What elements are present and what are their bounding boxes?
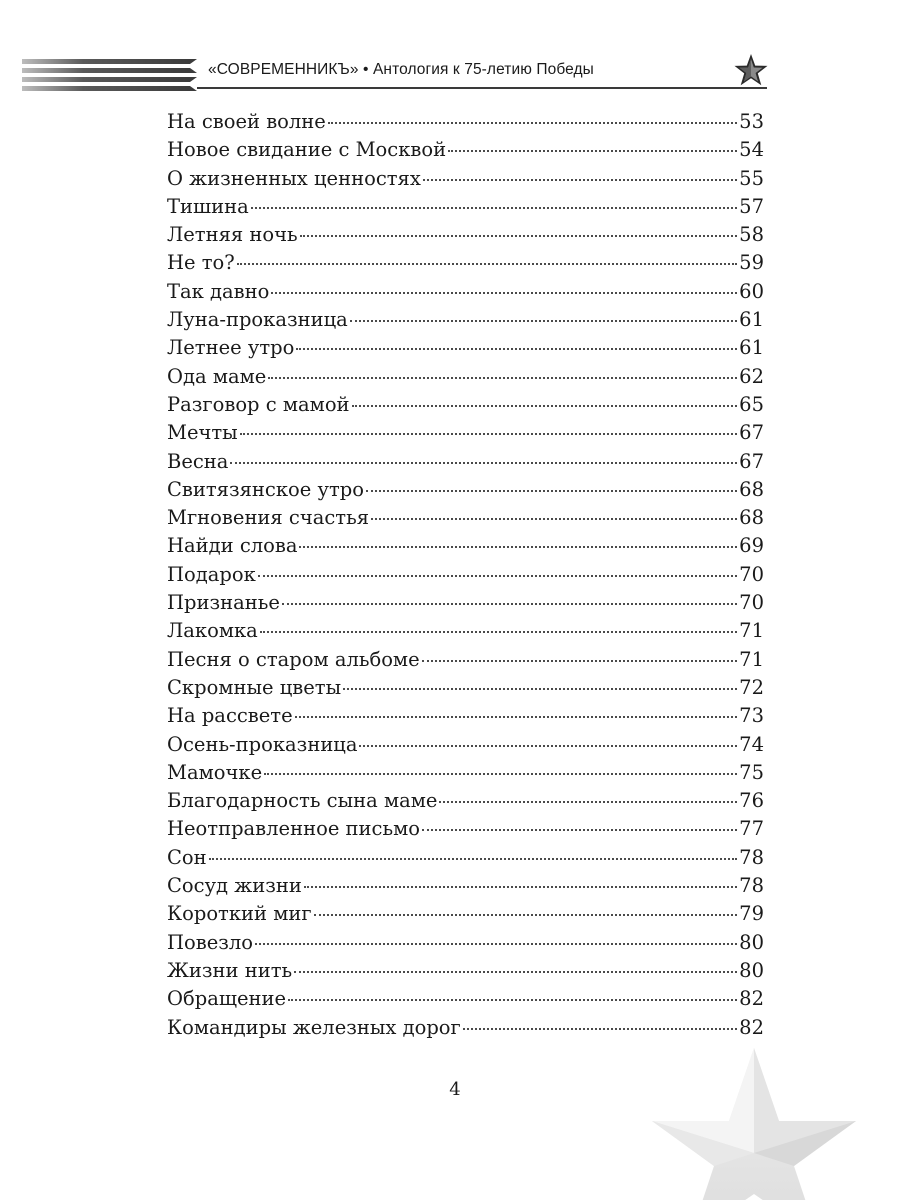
toc-dot-leader: [439, 801, 737, 803]
toc-dot-leader: [237, 263, 737, 265]
toc-entry-title: На своей волне: [167, 110, 326, 133]
toc-entry-page-number: 61: [739, 336, 764, 360]
toc-entry-page-number: 78: [739, 845, 764, 869]
toc-dot-leader: [366, 490, 737, 492]
star-icon: [733, 53, 769, 87]
header-rule: [197, 87, 767, 89]
toc-entry-page-number: 82: [739, 987, 764, 1011]
toc-entry-page-number: 59: [739, 251, 764, 275]
toc-entry-page-number: 57: [739, 194, 764, 218]
toc-dot-leader: [359, 745, 737, 747]
toc-entry-page-number: 60: [739, 279, 764, 303]
toc-dot-leader: [209, 858, 738, 860]
toc-entry-page-number: 62: [739, 364, 764, 388]
toc-entry: [167, 872, 764, 900]
toc-dot-leader: [271, 292, 737, 294]
toc-entry: [167, 306, 764, 334]
toc-entry-title: На рассвете: [167, 704, 293, 728]
toc-dot-leader: [328, 122, 737, 124]
toc-entry: [167, 363, 764, 391]
toc-dot-leader: [300, 235, 738, 237]
toc-entry: [167, 646, 764, 674]
toc-dot-leader: [422, 829, 737, 831]
toc-entry: [167, 731, 764, 759]
toc-entry: [167, 334, 764, 362]
toc-dot-leader: [264, 773, 737, 775]
toc-entry-page-number: 68: [739, 506, 764, 530]
toc-dot-leader: [343, 688, 737, 690]
toc-entry-title: Короткий миг: [167, 902, 312, 926]
toc-entry-title: Обращение: [167, 987, 287, 1011]
toc-entry-page-number: 77: [739, 817, 764, 841]
toc-entry-title: Осень-проказница: [167, 732, 358, 756]
toc-entry-page-number: 55: [739, 166, 764, 190]
toc-entry-page-number: 68: [739, 477, 764, 501]
toc-entry: [167, 589, 764, 617]
toc-entry-title: Луна-проказница: [167, 308, 348, 332]
toc-dot-leader: [352, 405, 738, 407]
toc-entry: [167, 787, 764, 815]
toc-entry: [167, 249, 764, 277]
toc-entry: [167, 504, 764, 532]
toc-entry-page-number: 72: [739, 675, 764, 699]
toc-dot-leader: [258, 575, 737, 577]
toc-entry: [167, 561, 764, 589]
toc-entry-title: Неотправленное письмо: [167, 817, 420, 841]
toc-dot-leader: [260, 631, 737, 633]
toc-dot-leader: [371, 518, 737, 520]
page-number: 4: [449, 1079, 461, 1100]
toc-entry-title: Мгновения счастья: [167, 506, 369, 530]
toc-entry: [167, 532, 764, 560]
toc-entry-title: Командиры железных дорог: [167, 1015, 461, 1039]
toc-entry-title: Лакомка: [167, 619, 258, 643]
toc-entry-title: Ода маме: [167, 364, 267, 388]
toc-entry-title: Летняя ночь: [167, 223, 298, 247]
toc-entry: [167, 759, 764, 787]
toc-entry-page-number: 71: [739, 619, 764, 643]
toc-entry-page-number: 79: [739, 902, 764, 926]
toc-entry: [167, 476, 764, 504]
toc-dot-leader: [314, 914, 738, 916]
toc-entry-title: Найди слова: [167, 534, 298, 558]
toc-entry-page-number: 74: [739, 732, 764, 756]
toc-entry: [167, 108, 764, 136]
toc-entry-page-number: 71: [739, 647, 764, 671]
toc-dot-leader: [255, 943, 737, 945]
toc-entry: [167, 193, 764, 221]
toc-dot-leader: [423, 179, 737, 181]
toc-dot-leader: [448, 150, 737, 152]
toc-entry-page-number: 80: [739, 930, 764, 954]
toc-entry-title: О жизненных ценностях: [167, 166, 421, 190]
toc-entry-title: Сон: [167, 845, 207, 869]
toc-entry-page-number: 67: [739, 449, 764, 473]
toc-entry-title: Жизни нить: [167, 958, 293, 982]
toc-entry: [167, 957, 764, 985]
toc-entry: [167, 165, 764, 193]
toc-entry: [167, 674, 764, 702]
toc-entry-page-number: 73: [739, 704, 764, 728]
toc-entry-title: Песня о старом альбоме: [167, 647, 420, 671]
toc-entry-page-number: 75: [739, 760, 764, 784]
toc-entry-page-number: 80: [739, 958, 764, 982]
toc-entry-page-number: 82: [739, 1015, 764, 1039]
toc-entry-title: Новое свидание с Москвой: [167, 138, 447, 162]
toc-dot-leader: [240, 433, 737, 435]
toc-entry-title: Повезло: [167, 930, 254, 954]
toc-dot-leader: [268, 377, 737, 379]
toc-entry-page-number: 54: [739, 138, 764, 162]
running-header-title: «СОВРЕМЕННИКЪ» • Антология к 75-летию Победы: [208, 61, 594, 78]
toc-entry-title: Летнее утро: [167, 336, 295, 360]
toc-entry-title: Мечты: [167, 421, 238, 445]
toc-entry: [167, 985, 764, 1013]
toc-entry-title: Признанье: [167, 591, 280, 615]
toc-entry-title: Благодарность сына маме: [167, 789, 438, 813]
toc-entry-title: Мамочке: [167, 760, 263, 784]
toc-entry-page-number: 61: [739, 308, 764, 332]
toc-dot-leader: [422, 660, 738, 662]
toc-entry-title: Свитязянское утро: [167, 477, 364, 501]
toc-entry-page-number: 65: [739, 392, 764, 416]
toc-entry-title: Не то?: [167, 251, 235, 275]
toc-entry: [167, 391, 764, 419]
toc-entry: [167, 617, 764, 645]
toc-entry-page-number: 53: [739, 110, 764, 133]
toc-dot-leader: [288, 999, 737, 1001]
toc-entry: [167, 702, 764, 730]
table-of-contents: [167, 108, 764, 1042]
toc-entry-page-number: 69: [739, 534, 764, 558]
toc-entry-title: Подарок: [167, 562, 256, 586]
toc-entry: [167, 929, 764, 957]
toc-dot-leader: [296, 348, 737, 350]
toc-entry: [167, 448, 764, 476]
toc-dot-leader: [304, 886, 737, 888]
toc-entry: [167, 815, 764, 843]
toc-entry-page-number: 78: [739, 874, 764, 898]
toc-entry: [167, 900, 764, 928]
toc-entry-title: Скромные цветы: [167, 675, 342, 699]
toc-entry-page-number: 67: [739, 421, 764, 445]
toc-dot-leader: [299, 546, 737, 548]
header-stripes-decoration: [22, 53, 197, 93]
toc-dot-leader: [251, 207, 737, 209]
toc-entry: [167, 278, 764, 306]
toc-entry-title: Тишина: [167, 194, 249, 218]
toc-dot-leader: [294, 971, 737, 973]
toc-entry-page-number: 76: [739, 789, 764, 813]
toc-entry-title: Весна: [167, 449, 229, 473]
toc-dot-leader: [230, 462, 737, 464]
toc-entry: [167, 221, 764, 249]
toc-entry-title: Разговор с мамой: [167, 392, 350, 416]
toc-entry: [167, 1014, 764, 1042]
toc-entry: [167, 136, 764, 164]
toc-dot-leader: [463, 1028, 737, 1030]
toc-entry-title: Сосуд жизни: [167, 874, 302, 898]
toc-dot-leader: [295, 716, 738, 718]
toc-dot-leader: [282, 603, 737, 605]
toc-entry-page-number: 70: [739, 591, 764, 615]
toc-entry-page-number: 70: [739, 562, 764, 586]
toc-entry-page-number: 58: [739, 223, 764, 247]
toc-entry-title: Так давно: [167, 279, 270, 303]
watermark-star-icon: [648, 1048, 860, 1200]
toc-entry: [167, 419, 764, 447]
toc-entry: [167, 844, 764, 872]
toc-dot-leader: [350, 320, 737, 322]
